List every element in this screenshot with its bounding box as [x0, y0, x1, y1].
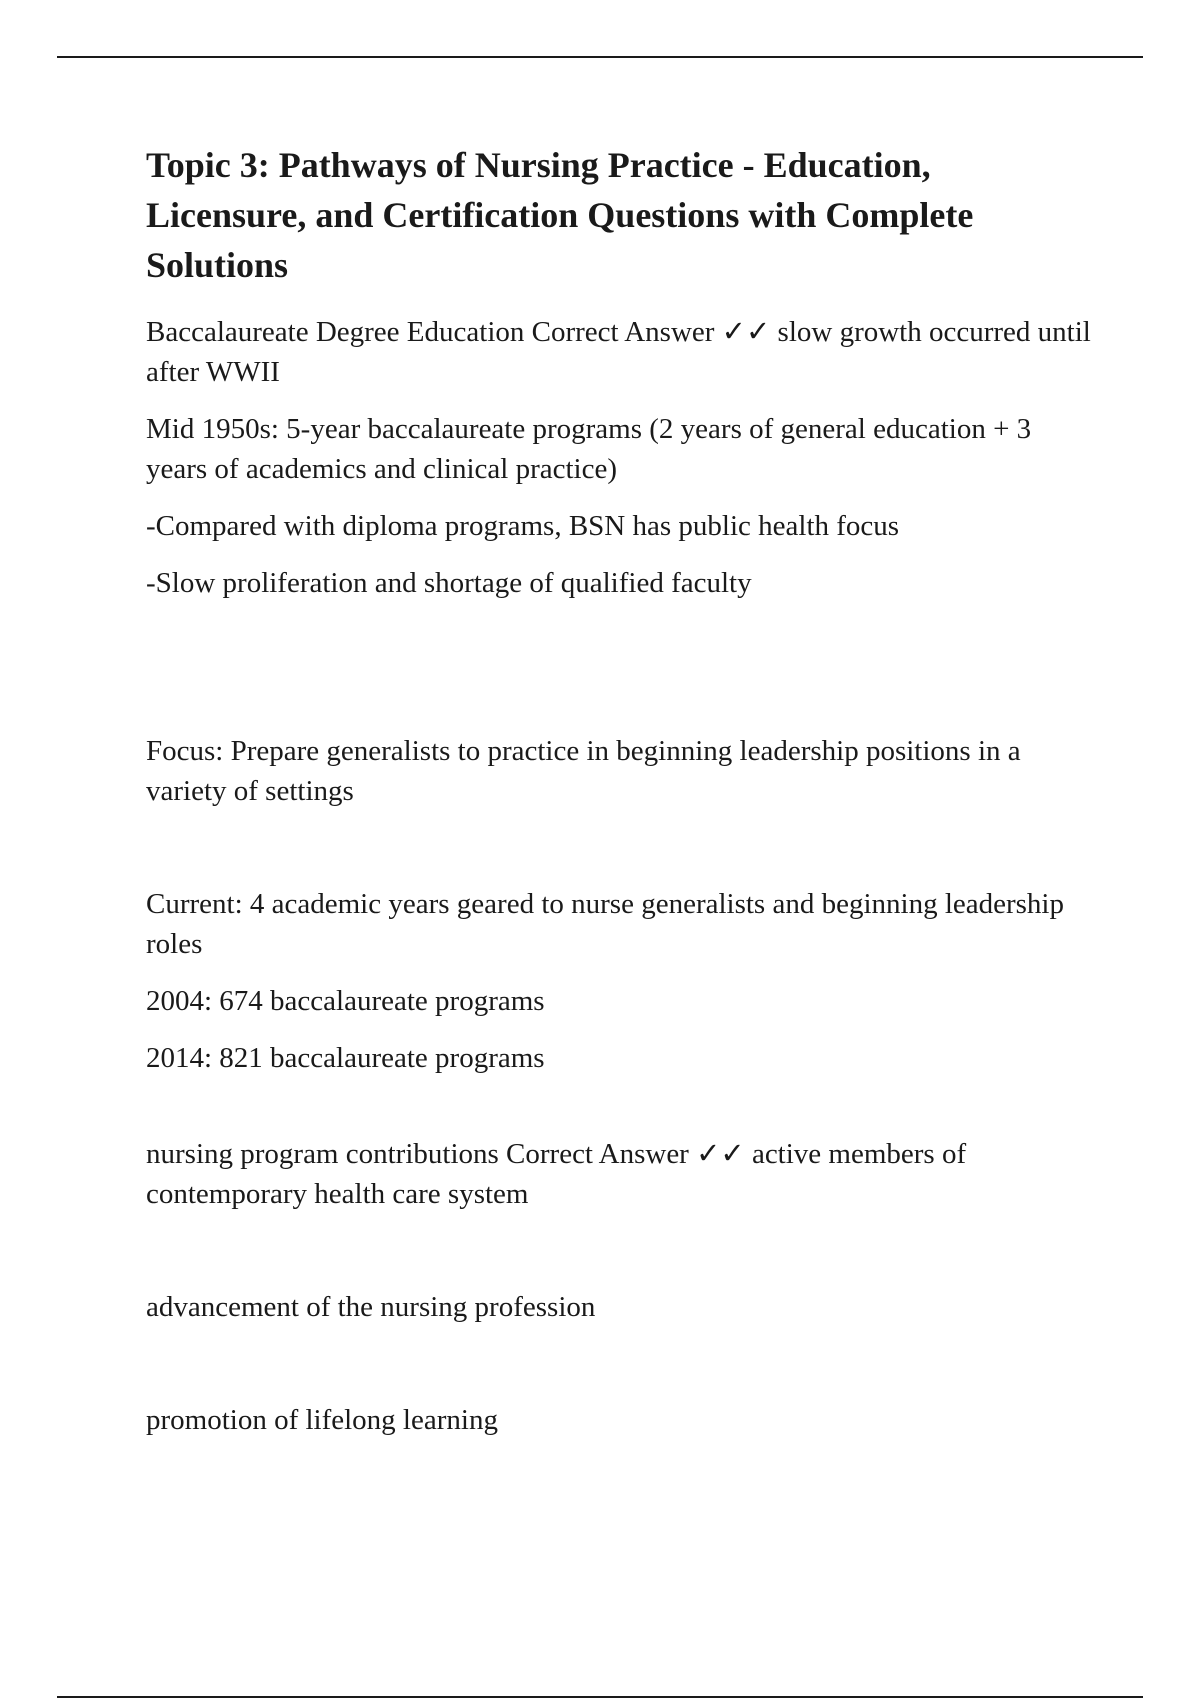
- paragraph-current: Current: 4 academic years geared to nurse generalists and beginning leadership roles: [146, 888, 1064, 960]
- document-body: [146, 140, 1096, 1440]
- paragraph-baccalaureate-answer: Baccalaureate Degree Education Correct Answer ✓✓ slow growth occurred until after WWII: [146, 316, 1091, 388]
- paragraph-program-contributions: nursing program contributions Correct Answer ✓✓ active members of contemporary health care system: [146, 1138, 967, 1210]
- paragraph-2004-programs: 2004: 674 baccalaureate programs: [146, 985, 545, 1017]
- paragraph-2014-programs: 2014: 821 baccalaureate programs: [146, 1042, 545, 1074]
- paragraph-lifelong-learning: promotion of lifelong learning: [146, 1404, 498, 1436]
- paragraph-advancement: advancement of the nursing profession: [146, 1291, 596, 1323]
- top-rule: [57, 56, 1143, 58]
- paragraph-mid-1950s: Mid 1950s: 5-year baccalaureate programs (2 years of general education + 3 years of academics and clinical practice): [146, 413, 1032, 485]
- bottom-rule: [57, 1696, 1143, 1698]
- paragraph-public-health-focus: -Compared with diploma programs, BSN has public health focus: [146, 510, 900, 542]
- document-title: Topic 3: Pathways of Nursing Practice - Education, Licensure, and Certification Questions with Complete Solutions: [146, 145, 974, 285]
- paragraph-faculty-shortage: -Slow proliferation and shortage of qualified faculty: [146, 567, 752, 599]
- paragraph-focus: Focus: Prepare generalists to practice in beginning leadership positions in a variety of settings: [146, 735, 1021, 807]
